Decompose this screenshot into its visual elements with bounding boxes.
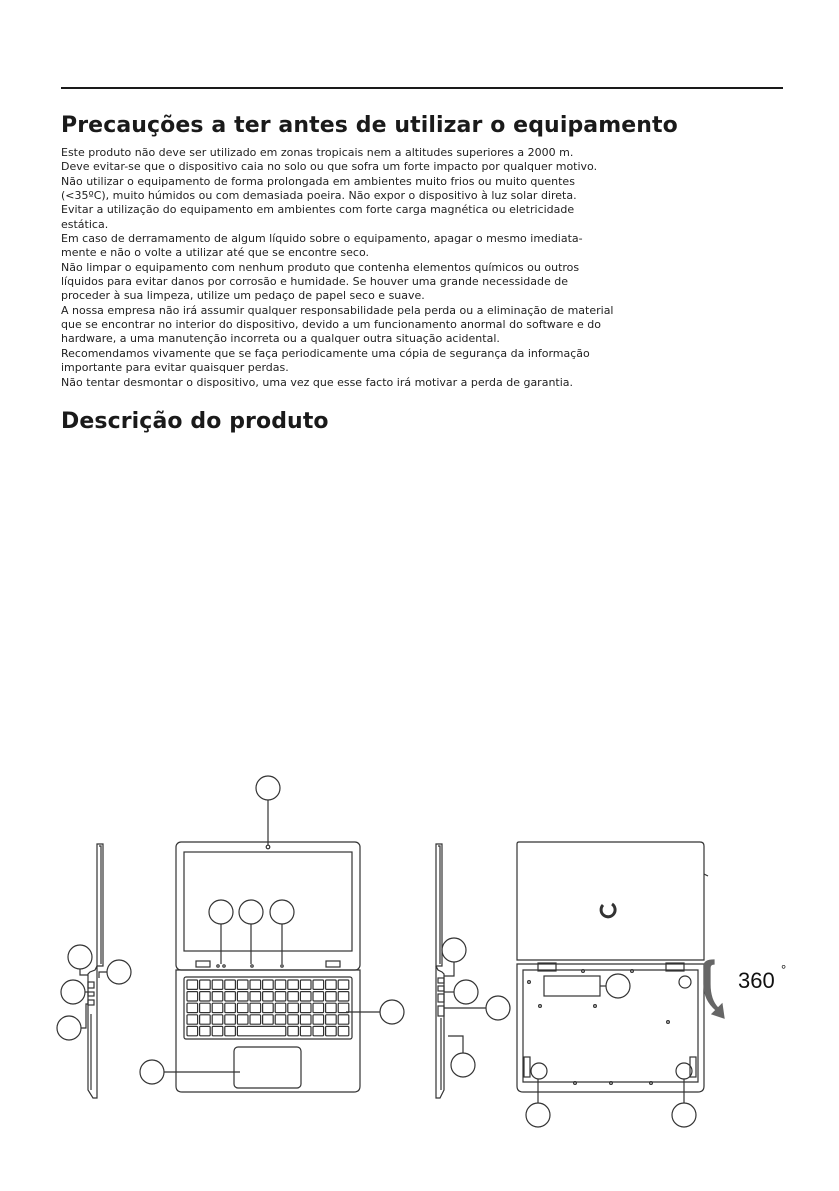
precaution-line: Não tentar desmontar o dispositivo, uma vez que esse facto irá motivar a perda de garantia. bbox=[61, 375, 574, 389]
keyboard-key bbox=[300, 980, 311, 989]
keyboard-key bbox=[200, 1026, 211, 1035]
precaution-line: hardware, a uma manutenção incorreta ou a qualquer outra situação acidental. bbox=[61, 332, 500, 346]
keyboard-key bbox=[326, 1026, 337, 1035]
rotation-label: 360 bbox=[738, 968, 775, 993]
top-rule bbox=[61, 87, 783, 89]
keyboard-key bbox=[288, 1003, 299, 1012]
keyboard-key bbox=[250, 1003, 261, 1012]
rotate-arrow-icon bbox=[704, 960, 724, 1018]
callout-circle bbox=[57, 1016, 81, 1040]
precaution-line: líquidos para evitar danos por corrosão e humidade. Se houver uma grande necessidade de bbox=[61, 275, 568, 289]
callout-circle bbox=[606, 974, 630, 998]
keyboard-key bbox=[313, 992, 324, 1001]
brand-logo-icon bbox=[601, 904, 615, 917]
keyboard-key bbox=[250, 980, 261, 989]
keyboard-key bbox=[250, 992, 261, 1001]
keyboard-key bbox=[237, 980, 248, 989]
keyboard-key bbox=[200, 992, 211, 1001]
keyboard-key bbox=[275, 980, 286, 989]
keyboard-key bbox=[187, 992, 198, 1001]
keyboard-key bbox=[200, 1015, 211, 1024]
callout-circle bbox=[486, 996, 510, 1020]
keyboard-key bbox=[237, 1003, 248, 1012]
keyboard-key bbox=[288, 1015, 299, 1024]
keyboard-key bbox=[275, 1015, 286, 1024]
keyboard-key bbox=[288, 980, 299, 989]
callout-circle bbox=[61, 980, 85, 1004]
keyboard-key bbox=[212, 1026, 223, 1035]
product-diagram bbox=[0, 760, 839, 1140]
keyboard-key bbox=[225, 980, 236, 989]
callout-circle bbox=[209, 900, 233, 924]
precaution-line: Evitar a utilização do equipamento em ambientes com forte carga magnética ou eletricidade bbox=[61, 203, 575, 217]
precautions-heading: Precauções a ter antes de utilizar o equipamento bbox=[61, 113, 678, 138]
precaution-line: Este produto não deve ser utilizado em zonas tropicais nem a altitudes superiores a 2000 m. bbox=[61, 146, 574, 159]
keyboard-key bbox=[338, 1015, 349, 1024]
precaution-line: (<35ºC), muito húmidos ou com demasiada poeira. Não expor o dispositivo à luz solar direta. bbox=[61, 189, 577, 203]
precaution-line: que se encontrar no interior do dispositivo, devido a um funcionamento anormal do software e do bbox=[61, 318, 602, 332]
precaution-line: proceder à sua limpeza, utilize um pedaço de papel seco e suave. bbox=[61, 289, 425, 303]
callout-circle bbox=[270, 900, 294, 924]
keyboard-key bbox=[187, 1015, 198, 1024]
keyboard-key bbox=[187, 1026, 198, 1035]
keyboard-key bbox=[300, 992, 311, 1001]
keyboard-key bbox=[326, 1015, 337, 1024]
precaution-line: Deve evitar-se que o dispositivo caia no solo ou que sofra um forte impacto por qualquer motivo. bbox=[61, 160, 598, 174]
keyboard-key bbox=[313, 1026, 324, 1035]
keyboard-key bbox=[225, 992, 236, 1001]
keyboard-key bbox=[263, 980, 274, 989]
keyboard-key bbox=[338, 1026, 349, 1035]
keyboard-key bbox=[212, 980, 223, 989]
laptop-views-drawing bbox=[0, 760, 839, 1140]
callout-circle bbox=[442, 938, 466, 962]
keyboard-key bbox=[225, 1003, 236, 1012]
spacebar-key bbox=[237, 1026, 285, 1035]
keyboard-key bbox=[250, 1015, 261, 1024]
keyboard-key bbox=[200, 980, 211, 989]
keyboard-key bbox=[338, 1003, 349, 1012]
keyboard-key bbox=[300, 1026, 311, 1035]
precaution-line: A nossa empresa não irá assumir qualquer responsabilidade pela perda ou a eliminação de material bbox=[61, 303, 614, 317]
callout-circle bbox=[526, 1103, 550, 1127]
right-side-view bbox=[436, 844, 510, 1098]
front-open-view bbox=[140, 776, 404, 1092]
keyboard-key bbox=[338, 980, 349, 989]
callout-circle bbox=[68, 945, 92, 969]
keyboard-key bbox=[288, 992, 299, 1001]
callout-circle bbox=[672, 1103, 696, 1127]
left-side-view bbox=[57, 844, 131, 1098]
precautions-text bbox=[61, 146, 671, 390]
degree-symbol: ° bbox=[781, 962, 787, 977]
keyboard-key bbox=[326, 980, 337, 989]
callout-circle bbox=[454, 980, 478, 1004]
keyboard-key bbox=[212, 992, 223, 1001]
precaution-line: importante para evitar quaisquer perdas. bbox=[61, 361, 289, 375]
keyboard-key bbox=[338, 992, 349, 1001]
keyboard-key bbox=[200, 1003, 211, 1012]
touchpad bbox=[234, 1047, 301, 1088]
keyboard-key bbox=[326, 1003, 337, 1012]
precaution-line: Não limpar o equipamento com nenhum produto que contenha elementos químicos ou outros bbox=[61, 260, 580, 274]
callout-circle bbox=[140, 1060, 164, 1084]
keyboard-key bbox=[187, 980, 198, 989]
keyboard-key bbox=[225, 1026, 236, 1035]
callout-circle bbox=[256, 776, 280, 800]
precaution-line: Recomendamos vivamente que se faça periodicamente uma cópia de segurança da informação bbox=[61, 346, 590, 360]
keyboard-key bbox=[212, 1015, 223, 1024]
keyboard-key bbox=[313, 1003, 324, 1012]
callout-circle bbox=[239, 900, 263, 924]
callout-circle bbox=[380, 1000, 404, 1024]
keyboard-key bbox=[237, 992, 248, 1001]
webcam-dot bbox=[266, 845, 270, 849]
callout-circle bbox=[107, 960, 131, 984]
precaution-line: estática. bbox=[61, 217, 109, 231]
precaution-line: Não utilizar o equipamento de forma prolongada em ambientes muito frios ou muito quentes bbox=[61, 174, 575, 188]
keyboard-key bbox=[300, 1003, 311, 1012]
callout-circle bbox=[451, 1053, 475, 1077]
keyboard-key bbox=[326, 992, 337, 1001]
keyboard-key bbox=[313, 1015, 324, 1024]
keyboard-key bbox=[263, 1003, 274, 1012]
keyboard-key bbox=[263, 1015, 274, 1024]
keyboard-key bbox=[300, 1015, 311, 1024]
keyboard-key bbox=[313, 980, 324, 989]
rear-view bbox=[517, 842, 786, 1127]
precaution-line: mente e não o volte a utilizar até que se encontre seco. bbox=[61, 246, 370, 260]
product-description-heading: Descrição do produto bbox=[61, 409, 329, 434]
keyboard-key bbox=[237, 1015, 248, 1024]
keyboard bbox=[187, 980, 349, 1036]
keyboard-key bbox=[225, 1015, 236, 1024]
keyboard-key bbox=[275, 1003, 286, 1012]
keyboard-key bbox=[212, 1003, 223, 1012]
precaution-line: Em caso de derramamento de algum líquido sobre o equipamento, apagar o mesmo imediata- bbox=[61, 232, 583, 246]
keyboard-key bbox=[275, 992, 286, 1001]
keyboard-key bbox=[288, 1026, 299, 1035]
keyboard-key bbox=[263, 992, 274, 1001]
keyboard-key bbox=[187, 1003, 198, 1012]
